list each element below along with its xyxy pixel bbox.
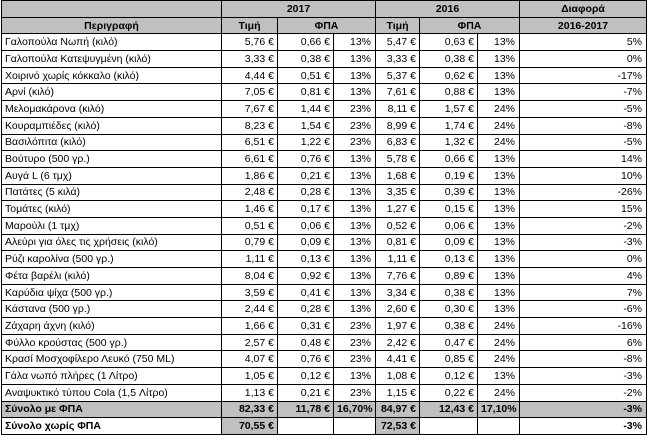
vat-rate-2016: 13% (478, 234, 520, 251)
header-diff-line2: 2016-2017 (520, 17, 647, 34)
price-2016: 7,76 € (376, 268, 420, 285)
price-2016: 1,68 € (376, 167, 420, 184)
header-diff-line1: Διαφορά (520, 1, 647, 18)
table-row (2, 34, 647, 51)
total-with-vat-row (2, 401, 647, 418)
vat-rate-2017: 23% (334, 351, 376, 368)
vat-rate-2016: 24% (478, 351, 520, 368)
vat-rate-2016: 13% (478, 201, 520, 218)
price-2016: 5,47 € (376, 34, 420, 51)
price-2016: 8,99 € (376, 117, 420, 134)
price-diff: 0% (520, 251, 647, 268)
price-comparison-table (1, 0, 647, 435)
vat-2017: 0,21 € (278, 384, 334, 401)
vat-rate-2016: 13% (478, 34, 520, 51)
price-2017: 2,44 € (222, 301, 278, 318)
price-diff: -3% (520, 234, 647, 251)
vat-rate-2016: 13% (478, 151, 520, 168)
total-without-vat-label: Σύνολο χωρίς ΦΠΑ (2, 418, 222, 435)
vat-rate-2017: 13% (334, 84, 376, 101)
vat-2017: 0,17 € (278, 201, 334, 218)
price-2017: 6,51 € (222, 134, 278, 151)
vat-2017: 1,54 € (278, 117, 334, 134)
vat-2016: 0,85 € (420, 351, 478, 368)
price-2016: 1,27 € (376, 201, 420, 218)
vat-2016: 0,62 € (420, 67, 478, 84)
net-diff: -3% (520, 418, 647, 435)
total-vat-rate-2017: 16,70% (334, 401, 376, 418)
price-2016: 4,41 € (376, 351, 420, 368)
item-description: Κάστανα (500 γρ.) (2, 301, 222, 318)
item-description: Μελομακάρονα (κιλό) (2, 101, 222, 118)
table-row (2, 384, 647, 401)
item-description: Κουραμπιέδες (κιλό) (2, 117, 222, 134)
price-diff: -2% (520, 384, 647, 401)
vat-rate-2017: 13% (334, 301, 376, 318)
vat-rate-2016: 13% (478, 167, 520, 184)
price-2016: 2,42 € (376, 334, 420, 351)
table-body (2, 34, 647, 401)
vat-2016: 0,38 € (420, 318, 478, 335)
net-price-2016: 72,53 € (376, 418, 420, 435)
item-description: Αναψυκτικό τύπου Cola (1,5 Λίτρο) (2, 384, 222, 401)
table-row (2, 84, 647, 101)
price-diff: -5% (520, 101, 647, 118)
vat-2017: 0,12 € (278, 368, 334, 385)
table-row (2, 151, 647, 168)
price-2017: 1,13 € (222, 384, 278, 401)
vat-2017: 0,76 € (278, 351, 334, 368)
vat-2016: 0,88 € (420, 84, 478, 101)
vat-2017: 1,22 € (278, 134, 334, 151)
vat-rate-2016: 13% (478, 301, 520, 318)
vat-2017: 0,13 € (278, 251, 334, 268)
price-diff: -8% (520, 351, 647, 368)
price-2017: 3,33 € (222, 51, 278, 68)
vat-2016: 0,66 € (420, 151, 478, 168)
table-row (2, 51, 647, 68)
item-description: Πατάτες (5 κιλά) (2, 184, 222, 201)
table-totals (2, 401, 647, 434)
item-description: Φύλλο κρούστας (500 γρ.) (2, 334, 222, 351)
price-2016: 1,11 € (376, 251, 420, 268)
price-diff: 15% (520, 201, 647, 218)
header-price-2017: Τιμή (222, 17, 278, 34)
vat-2016: 0,15 € (420, 201, 478, 218)
header-year-2017: 2017 (222, 1, 376, 18)
vat-2017: 0,38 € (278, 51, 334, 68)
price-diff: -3% (520, 368, 647, 385)
price-2016: 3,34 € (376, 284, 420, 301)
vat-rate-2016: 13% (478, 251, 520, 268)
vat-2017: 0,48 € (278, 334, 334, 351)
price-diff: -7% (520, 84, 647, 101)
total-vat-rate-2016: 17,10% (478, 401, 520, 418)
item-description: Τομάτες (κιλό) (2, 201, 222, 218)
vat-rate-2016: 24% (478, 384, 520, 401)
header-description: Περιγραφή (2, 17, 222, 34)
vat-rate-2016: 13% (478, 184, 520, 201)
price-diff: 5% (520, 34, 647, 51)
price-diff: -16% (520, 318, 647, 335)
total-price-2016: 84,97 € (376, 401, 420, 418)
table-row (2, 268, 647, 285)
table-row (2, 117, 647, 134)
price-2017: 8,04 € (222, 268, 278, 285)
price-2016: 2,60 € (376, 301, 420, 318)
net-price-2017: 70,55 € (222, 418, 278, 435)
vat-2017: 0,51 € (278, 67, 334, 84)
price-2017: 7,05 € (222, 84, 278, 101)
item-description: Γάλα νωπό πλήρες (1 Λίτρο) (2, 368, 222, 385)
vat-2017: 0,28 € (278, 184, 334, 201)
item-description: Αρνί (κιλό) (2, 84, 222, 101)
vat-rate-2016: 13% (478, 84, 520, 101)
price-2016: 0,52 € (376, 217, 420, 234)
vat-2017: 0,06 € (278, 217, 334, 234)
price-2016: 5,37 € (376, 67, 420, 84)
item-description: Φέτα βαρέλι (κιλό) (2, 268, 222, 285)
vat-rate-2017: 13% (334, 51, 376, 68)
table-row (2, 334, 647, 351)
net-blank-vat-2017 (278, 418, 334, 435)
price-2016: 3,35 € (376, 184, 420, 201)
price-2017: 3,59 € (222, 284, 278, 301)
vat-rate-2017: 23% (334, 334, 376, 351)
vat-2016: 1,57 € (420, 101, 478, 118)
vat-2016: 0,39 € (420, 184, 478, 201)
vat-2016: 1,32 € (420, 134, 478, 151)
item-description: Μαρούλι (1 τμχ) (2, 217, 222, 234)
vat-rate-2017: 13% (334, 251, 376, 268)
header-year-2016: 2016 (376, 1, 520, 18)
vat-rate-2016: 24% (478, 101, 520, 118)
vat-2017: 0,09 € (278, 234, 334, 251)
vat-rate-2016: 13% (478, 51, 520, 68)
price-2017: 1,46 € (222, 201, 278, 218)
table-row (2, 368, 647, 385)
price-2016: 5,78 € (376, 151, 420, 168)
vat-rate-2016: 24% (478, 334, 520, 351)
item-description: Γαλοπούλα Κατεψυγμένη (κιλό) (2, 51, 222, 68)
item-description: Βούτυρο (500 γρ.) (2, 151, 222, 168)
price-2016: 1,08 € (376, 368, 420, 385)
price-2016: 0,81 € (376, 234, 420, 251)
price-2017: 2,48 € (222, 184, 278, 201)
vat-rate-2016: 13% (478, 268, 520, 285)
table-row (2, 101, 647, 118)
price-2016: 7,61 € (376, 84, 420, 101)
vat-2016: 0,47 € (420, 334, 478, 351)
vat-rate-2017: 23% (334, 117, 376, 134)
price-2016: 8,11 € (376, 101, 420, 118)
vat-rate-2017: 13% (334, 234, 376, 251)
vat-2017: 0,28 € (278, 301, 334, 318)
price-diff: -26% (520, 184, 647, 201)
vat-rate-2017: 13% (334, 217, 376, 234)
vat-rate-2017: 13% (334, 67, 376, 84)
price-2017: 4,44 € (222, 67, 278, 84)
price-diff: -17% (520, 67, 647, 84)
vat-rate-2017: 13% (334, 268, 376, 285)
net-blank-vat-2016 (420, 418, 478, 435)
net-blank-rate-2016 (478, 418, 520, 435)
item-description: Βασιλόπιτα (κιλό) (2, 134, 222, 151)
vat-rate-2017: 13% (334, 151, 376, 168)
price-2017: 4,07 € (222, 351, 278, 368)
total-vat-2016: 12,43 € (420, 401, 478, 418)
table-row (2, 201, 647, 218)
total-diff: -3% (520, 401, 647, 418)
vat-rate-2017: 23% (334, 101, 376, 118)
vat-rate-2016: 24% (478, 318, 520, 335)
vat-rate-2017: 13% (334, 284, 376, 301)
vat-2016: 0,38 € (420, 284, 478, 301)
price-2017: 7,67 € (222, 101, 278, 118)
vat-2017: 0,81 € (278, 84, 334, 101)
table-row (2, 167, 647, 184)
vat-2016: 0,30 € (420, 301, 478, 318)
vat-2017: 0,41 € (278, 284, 334, 301)
table-row (2, 318, 647, 335)
vat-rate-2017: 13% (334, 34, 376, 51)
vat-2017: 0,92 € (278, 268, 334, 285)
vat-rate-2016: 13% (478, 368, 520, 385)
vat-rate-2017: 13% (334, 184, 376, 201)
vat-rate-2017: 23% (334, 384, 376, 401)
vat-2017: 0,66 € (278, 34, 334, 51)
price-2016: 6,83 € (376, 134, 420, 151)
price-2016: 1,97 € (376, 318, 420, 335)
price-2017: 0,51 € (222, 217, 278, 234)
vat-2016: 1,74 € (420, 117, 478, 134)
table-row (2, 67, 647, 84)
vat-2016: 0,12 € (420, 368, 478, 385)
item-description: Χοιρινό χωρίς κόκκαλο (κιλό) (2, 67, 222, 84)
vat-rate-2016: 13% (478, 217, 520, 234)
price-diff: 14% (520, 151, 647, 168)
vat-rate-2016: 13% (478, 67, 520, 84)
price-diff: -2% (520, 217, 647, 234)
price-2017: 1,66 € (222, 318, 278, 335)
item-description: Ρύζι καρολίνα (500 γρ.) (2, 251, 222, 268)
table-row (2, 234, 647, 251)
price-diff: 7% (520, 284, 647, 301)
vat-rate-2017: 13% (334, 201, 376, 218)
table-header (2, 1, 647, 34)
total-price-2017: 82,33 € (222, 401, 278, 418)
table-row (2, 351, 647, 368)
item-description: Γαλοπούλα Νωπή (κιλό) (2, 34, 222, 51)
price-2017: 5,76 € (222, 34, 278, 51)
header-vat-2017: ΦΠΑ (278, 17, 376, 34)
vat-2017: 0,31 € (278, 318, 334, 335)
price-diff: 10% (520, 167, 647, 184)
vat-rate-2017: 23% (334, 134, 376, 151)
price-2017: 2,57 € (222, 334, 278, 351)
header-vat-2016: ΦΠΑ (420, 17, 520, 34)
vat-2016: 0,13 € (420, 251, 478, 268)
price-diff: -8% (520, 117, 647, 134)
item-description: Αυγά L (6 τμχ) (2, 167, 222, 184)
price-2017: 1,86 € (222, 167, 278, 184)
price-2016: 1,15 € (376, 384, 420, 401)
vat-2016: 0,06 € (420, 217, 478, 234)
price-2017: 8,23 € (222, 117, 278, 134)
price-2016: 3,33 € (376, 51, 420, 68)
table-row (2, 184, 647, 201)
vat-2016: 0,19 € (420, 167, 478, 184)
vat-2016: 0,63 € (420, 34, 478, 51)
vat-2017: 0,21 € (278, 167, 334, 184)
price-diff: 4% (520, 268, 647, 285)
vat-2017: 0,76 € (278, 151, 334, 168)
vat-rate-2016: 24% (478, 134, 520, 151)
total-without-vat-row (2, 418, 647, 435)
table-row (2, 251, 647, 268)
price-diff: 6% (520, 334, 647, 351)
vat-2016: 0,22 € (420, 384, 478, 401)
total-vat-2017: 11,78 € (278, 401, 334, 418)
price-2017: 0,79 € (222, 234, 278, 251)
total-with-vat-label: Σύνολο με ΦΠΑ (2, 401, 222, 418)
table-row (2, 284, 647, 301)
net-blank-rate-2017 (334, 418, 376, 435)
table-row (2, 217, 647, 234)
header-price-2016: Τιμή (376, 17, 420, 34)
price-diff: -6% (520, 301, 647, 318)
vat-rate-2017: 13% (334, 368, 376, 385)
price-diff: 0% (520, 51, 647, 68)
vat-rate-2016: 13% (478, 284, 520, 301)
item-description: Αλεύρι για όλες τις χρήσεις (κιλό) (2, 234, 222, 251)
price-2017: 6,61 € (222, 151, 278, 168)
vat-rate-2016: 24% (478, 117, 520, 134)
vat-rate-2017: 13% (334, 167, 376, 184)
table-row (2, 134, 647, 151)
vat-2016: 0,09 € (420, 234, 478, 251)
price-diff: -5% (520, 134, 647, 151)
item-description: Ζάχαρη άχνη (κιλό) (2, 318, 222, 335)
table-row (2, 301, 647, 318)
vat-2016: 0,38 € (420, 51, 478, 68)
vat-rate-2017: 23% (334, 318, 376, 335)
item-description: Κρασί Μοσχοφίλερο Λευκό (750 ML) (2, 351, 222, 368)
price-2017: 1,05 € (222, 368, 278, 385)
vat-2017: 1,44 € (278, 101, 334, 118)
item-description: Καρύδια ψίχα (500 γρ.) (2, 284, 222, 301)
price-2017: 1,11 € (222, 251, 278, 268)
vat-2016: 0,89 € (420, 268, 478, 285)
header-blank (2, 1, 222, 18)
